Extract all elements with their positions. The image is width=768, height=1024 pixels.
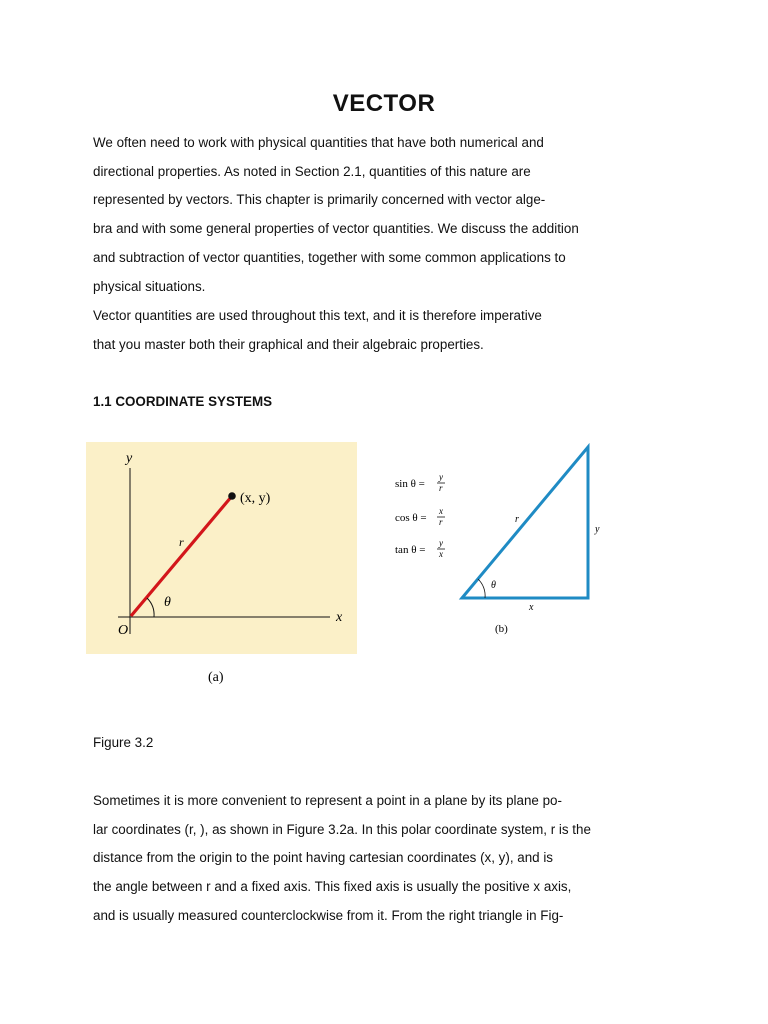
adjacent-label: x	[529, 602, 534, 613]
text-line: bra and with some general properties of vector quantities. We discuss the addition	[93, 221, 579, 236]
radius-label: r	[179, 535, 184, 549]
text-line: and subtraction of vector quantities, together with some common applications to	[93, 250, 566, 265]
point-label: (x, y)	[240, 491, 271, 506]
x-axis-label: x	[336, 610, 343, 625]
figure-b-right-triangle	[382, 432, 642, 644]
text-line: distance from the origin to the point having cartesian coordinates (x, y), and is	[93, 850, 553, 865]
angle-label: θ	[164, 595, 171, 610]
tan-denominator: x	[439, 549, 443, 559]
point-marker	[228, 492, 236, 500]
text-line: lar coordinates (r, ), as shown in Figure 3.2a. In this polar coordinate system, r is the	[93, 822, 591, 837]
tan-numerator: y	[439, 538, 443, 548]
sin-numerator: y	[439, 472, 443, 482]
sin-formula: sin θ =	[395, 478, 425, 490]
text-line: Sometimes it is more convenient to represent a point in a plane by its plane po-	[93, 793, 562, 808]
text-line: Vector quantities are used throughout this text, and it is therefore imperative	[93, 308, 542, 323]
page-title: VECTOR	[332, 90, 436, 117]
tan-formula: tan θ =	[395, 544, 426, 556]
sin-denominator: r	[439, 483, 443, 493]
text-line: directional properties. As noted in Section 2.1, quantities of this nature are	[93, 164, 531, 179]
text-line: We often need to work with physical quantities that have both numerical and	[93, 135, 544, 150]
y-axis-label: y	[126, 451, 133, 466]
angle-label: θ	[491, 580, 496, 591]
opposite-label: y	[595, 524, 600, 535]
text-line: and is usually measured counterclockwise from it. From the right triangle in Fig-	[93, 908, 564, 923]
text-line: represented by vectors. This chapter is primarily concerned with vector alge-	[93, 192, 546, 207]
figure-a-polar-diagram	[86, 420, 368, 698]
text-line: physical situations.	[93, 279, 206, 294]
cos-numerator: x	[439, 506, 443, 516]
origin-label: O	[118, 623, 129, 638]
figure-b-caption: (b)	[495, 623, 508, 635]
hypotenuse-label: r	[515, 514, 519, 525]
figure-label: Figure 3.2	[93, 735, 154, 750]
cos-formula: cos θ =	[395, 512, 427, 524]
figure-a-caption: (a)	[208, 670, 224, 685]
cos-denominator: r	[439, 517, 443, 527]
section-heading: 1.1 COORDINATE SYSTEMS	[93, 394, 273, 409]
text-line: that you master both their graphical and their algebraic properties.	[93, 337, 484, 352]
text-line: the angle between r and a fixed axis. This fixed axis is usually the positive x axis,	[93, 879, 572, 894]
